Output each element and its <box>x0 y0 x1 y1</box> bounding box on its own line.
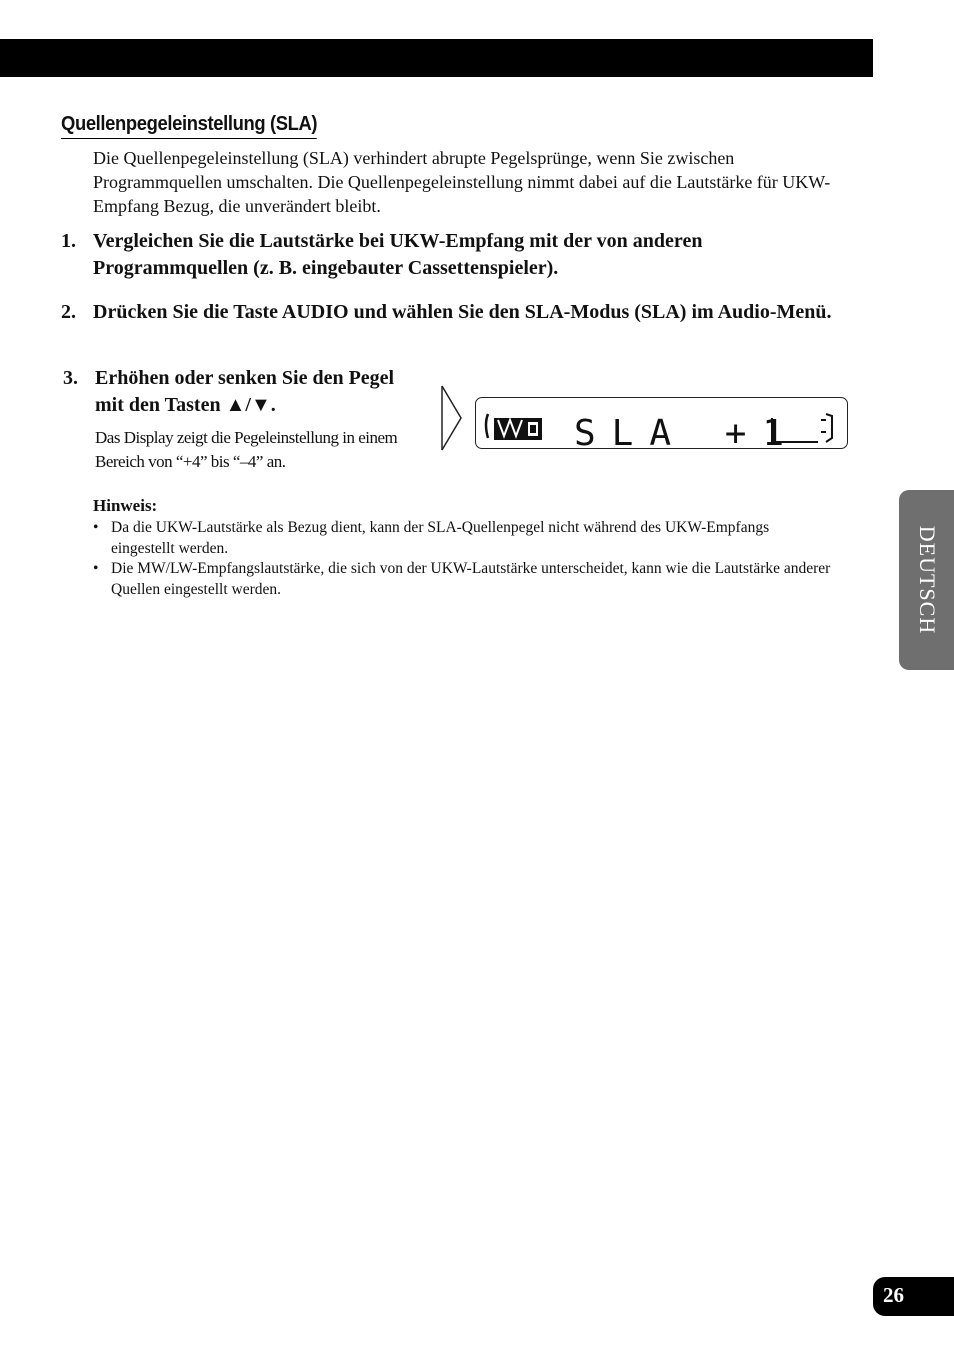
bullet-icon: • <box>93 560 99 577</box>
list-item <box>93 518 833 559</box>
step-text: Vergleichen Sie die Lautstärke bei UKW-Empfang mit der von anderen Programmquellen (z. B. eingebauter Cassettenspieler). <box>93 230 703 279</box>
step-number: 1. <box>61 230 76 252</box>
note-text: Die MW/LW-Empfangslautstärke, die sich von der UKW-Lautstärke unterscheidet, kann wie die Lautstärke anderer Quellen eingestellt werden. <box>111 560 831 598</box>
note-list <box>93 518 833 600</box>
lcd-display <box>475 397 848 449</box>
language-tab <box>899 490 954 670</box>
pointer-arrow-icon <box>440 384 464 452</box>
list-item <box>93 559 833 600</box>
step-text: Drücken Sie die Taste AUDIO und wählen Sie den SLA-Modus (SLA) im Audio-Menü. <box>93 301 832 323</box>
step-2 <box>61 299 841 326</box>
step-number: 2. <box>61 301 76 323</box>
step-text: Erhöhen oder senken Sie den Pegel mit den Tasten ▲/▼. <box>95 367 395 416</box>
step-3 <box>63 365 423 419</box>
language-label: DEUTSCH <box>914 525 940 635</box>
intro-paragraph: Die Quellenpegeleinstellung (SLA) verhindert abrupte Pegelsprünge, wenn Sie zwischen Programmquellen umschalten. Die Quellenpegeleinstellung nimmt dabei auf die Lautstärke für UKW-Empfang Bezug, die unverändert bleibt. <box>93 148 831 216</box>
lcd-text: SLA +1 <box>574 413 801 450</box>
bullet-icon: • <box>93 519 99 536</box>
note-text: Da die UKW-Lautstärke als Bezug dient, kann der SLA-Quellenpegel nicht während des UKW-Empfangs eingestellt werden. <box>111 519 770 557</box>
step-number: 3. <box>63 367 78 389</box>
step-1 <box>61 228 841 282</box>
header-bar <box>0 39 873 77</box>
page-number-tab <box>873 1277 954 1316</box>
note-heading: Hinweis: <box>93 496 158 515</box>
section-title: Quellenpegeleinstellung (SLA) <box>61 113 317 139</box>
source-icon <box>494 418 542 440</box>
page-number: 26 <box>883 1283 904 1307</box>
step-3-detail: Das Display zeigt die Pegeleinstellung in einem Bereich von “+4” bis “–4” an. <box>95 428 398 471</box>
